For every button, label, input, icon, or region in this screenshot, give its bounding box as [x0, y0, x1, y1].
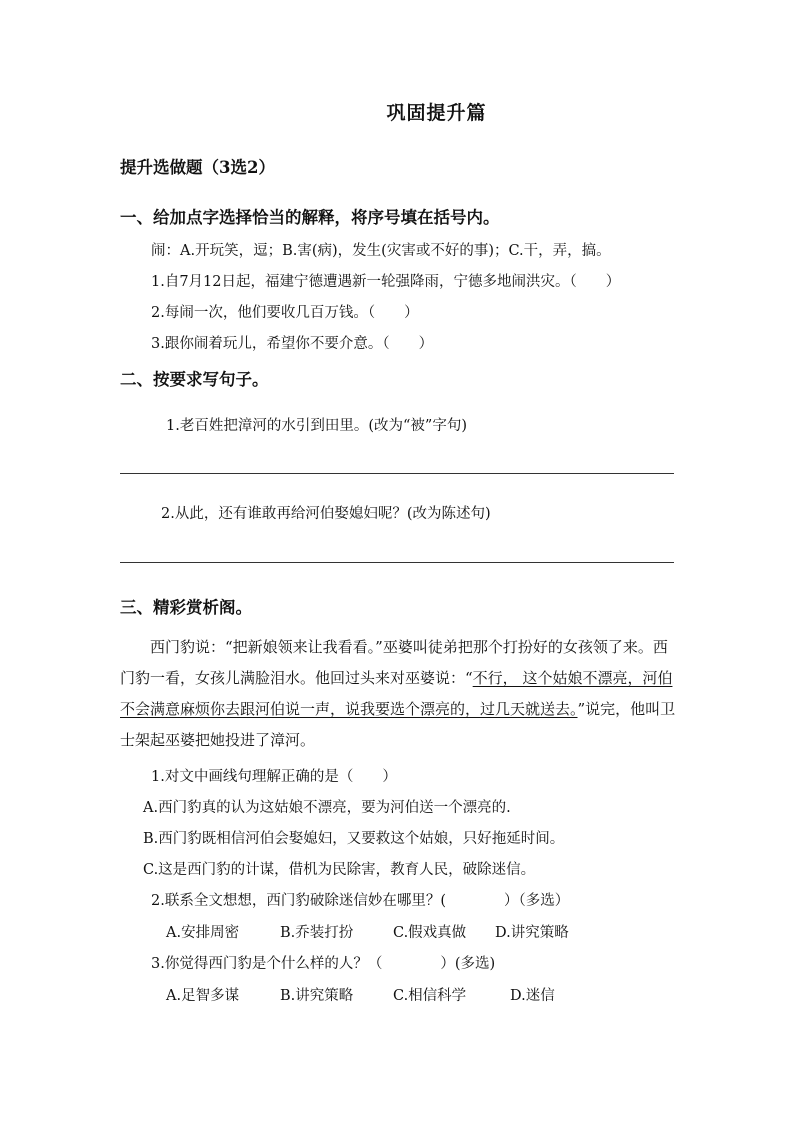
- q2-option-a: A.安排周密: [166, 925, 240, 941]
- section1-item-3: 3.跟你闹着玩儿，希望你不要介意。（ ）: [151, 336, 434, 352]
- section2-question-2: 2.从此，还有谁敢再给河伯娶媳妇呢？(改为陈述句): [161, 506, 491, 522]
- section3-heading: 三、精彩赏析阁。: [120, 598, 252, 617]
- q3-option-b: B.讲究策略: [280, 988, 354, 1004]
- answer-line-1[interactable]: [120, 473, 674, 474]
- q3-option-a: A.足智多谋: [166, 988, 240, 1004]
- q2-option-c: C.假戏真做: [393, 925, 467, 941]
- q1-option-b: B.西门豹既相信河伯会娶媳妇，又要救这个姑娘，只好拖延时间。: [143, 831, 565, 847]
- answer-line-2[interactable]: [120, 562, 674, 563]
- subtitle: 提升选做题（3选2）: [120, 158, 275, 177]
- q2-option-d: D.讲究策略: [495, 925, 569, 941]
- section2-heading: 二、按要求写句子。: [120, 370, 269, 389]
- section3-question-1: 1.对文中画线句理解正确的是（ ）: [151, 769, 397, 785]
- section2-question-1: 1.老百姓把漳河的水引到田里。(改为“被”字句): [166, 418, 467, 434]
- q1-option-a: A.西门豹真的认为这姑娘不漂亮，要为河伯送一个漂亮的.: [143, 800, 511, 816]
- section3-question-3: 3.你觉得西门豹是个什么样的人？（ ）(多选): [151, 956, 496, 972]
- section1-item-2: 2.每闹一次，他们要收几百万钱。（ ）: [151, 305, 419, 321]
- q1-option-c: C.这是西门豹的计谋，借机为民除害，教育人民，破除迷信。: [143, 862, 536, 878]
- underlined-sentence: 不行， 这个姑娘不漂亮，河伯不会满意麻烦你去跟河伯说一声，说我要选个漂亮的，过几天就送去。: [120, 669, 673, 718]
- passage-text-1: 西门豹说：“把新娘领来让我看看。”巫婆叫徒弟把那个打扮好的女孩领了来。西门豹一看，女孩儿满脸泪水。他回过头来对巫婆说：“: [120, 638, 668, 687]
- q3-option-d: D.迷信: [510, 988, 555, 1004]
- section1-definition: 闹：A.开玩笑，逗；B.害(病)，发生(灾害或不好的事)；C.干，弄，搞。: [151, 243, 611, 259]
- section1-heading: 一、给加点字选择恰当的解释，将序号填在括号内。: [120, 208, 500, 227]
- section1-item-1: 1.自7月12日起，福建宁德遭遇新一轮强降雨，宁德多地闹洪灾。（ ）: [151, 274, 621, 290]
- section3-question-2: 2.联系全文想想，西门豹破除迷信妙在哪里？( ）（多选）: [151, 893, 570, 909]
- page-title: 巩固提升篇: [386, 102, 487, 124]
- q3-option-c: C.相信科学: [393, 988, 467, 1004]
- passage-text-2: ”说完，他叫卫士架起巫婆把她投进了漳河。: [120, 700, 676, 749]
- q2-option-b: B.乔装打扮: [280, 925, 354, 941]
- reading-passage: [120, 632, 676, 756]
